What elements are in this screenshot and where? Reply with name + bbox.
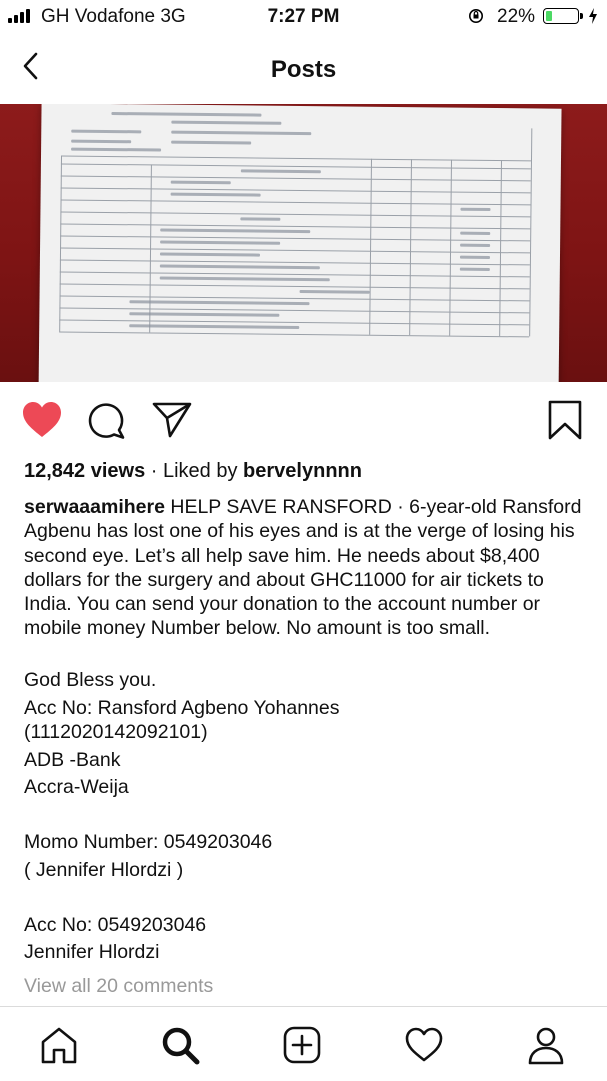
view-count[interactable]: 12,842 views: [24, 460, 146, 482]
new-post-icon[interactable]: [282, 1025, 322, 1065]
caption-username[interactable]: serwaaamihere: [24, 496, 165, 518]
orientation-lock-icon: [468, 8, 484, 24]
home-icon[interactable]: [39, 1025, 79, 1065]
comment-icon[interactable]: [86, 398, 128, 442]
caption-line: Acc No: 0549203046: [24, 914, 207, 936]
status-bar: [0, 0, 607, 34]
profile-icon[interactable]: [526, 1025, 566, 1065]
battery-icon: [543, 8, 579, 24]
caption-text: HELP SAVE RANSFORD · 6-year-old Ransford Agbenu has lost one of his eyes and is at the verge of losing his second eye. Let’s all help save him. He needs about $8,400 dollars for the surgery and about GHC11000 for air tickets to India. You can send your donation to the account number or mobile money Number below. No amount is too small.: [24, 496, 582, 640]
caption-line: God Bless you.: [24, 669, 157, 691]
caption-line: Accra-Weija: [24, 776, 129, 798]
liked-by-username[interactable]: bervelynnnn: [243, 460, 362, 482]
caption-line: Acc No: Ransford Agbeno Yohannes: [24, 697, 340, 719]
views-liked-by: [24, 460, 362, 483]
page-title: Posts: [270, 56, 337, 83]
heart-filled-icon[interactable]: [20, 398, 64, 442]
caption-line: Momo Number: 0549203046: [24, 831, 273, 853]
bookmark-icon[interactable]: [546, 398, 584, 442]
bottom-tab-bar: [0, 1006, 607, 1081]
post-caption: [24, 495, 584, 641]
caption-line: ADB -Bank: [24, 749, 121, 771]
post-media[interactable]: [0, 104, 607, 382]
post-actions: [0, 398, 607, 446]
battery-percent: 22%: [497, 6, 536, 27]
nav-header: [0, 34, 607, 102]
carrier-name: GH Vodafone 3G: [41, 6, 186, 27]
view-all-comments-link[interactable]: View all 20 comments: [24, 975, 214, 997]
document-photo: [38, 104, 561, 382]
paper-plane-icon[interactable]: [150, 398, 194, 442]
clock: 7:27 PM: [267, 6, 340, 27]
liked-by-prefix: · Liked by: [145, 460, 244, 482]
caption-line: ( Jennifer Hlordzi ): [24, 859, 184, 881]
charging-bolt-icon: [587, 7, 599, 25]
search-icon[interactable]: [160, 1025, 200, 1065]
caption-line: (1112020142092101): [24, 721, 208, 743]
activity-heart-icon[interactable]: [404, 1025, 444, 1065]
caption-line: Jennifer Hlordzi: [24, 941, 160, 963]
